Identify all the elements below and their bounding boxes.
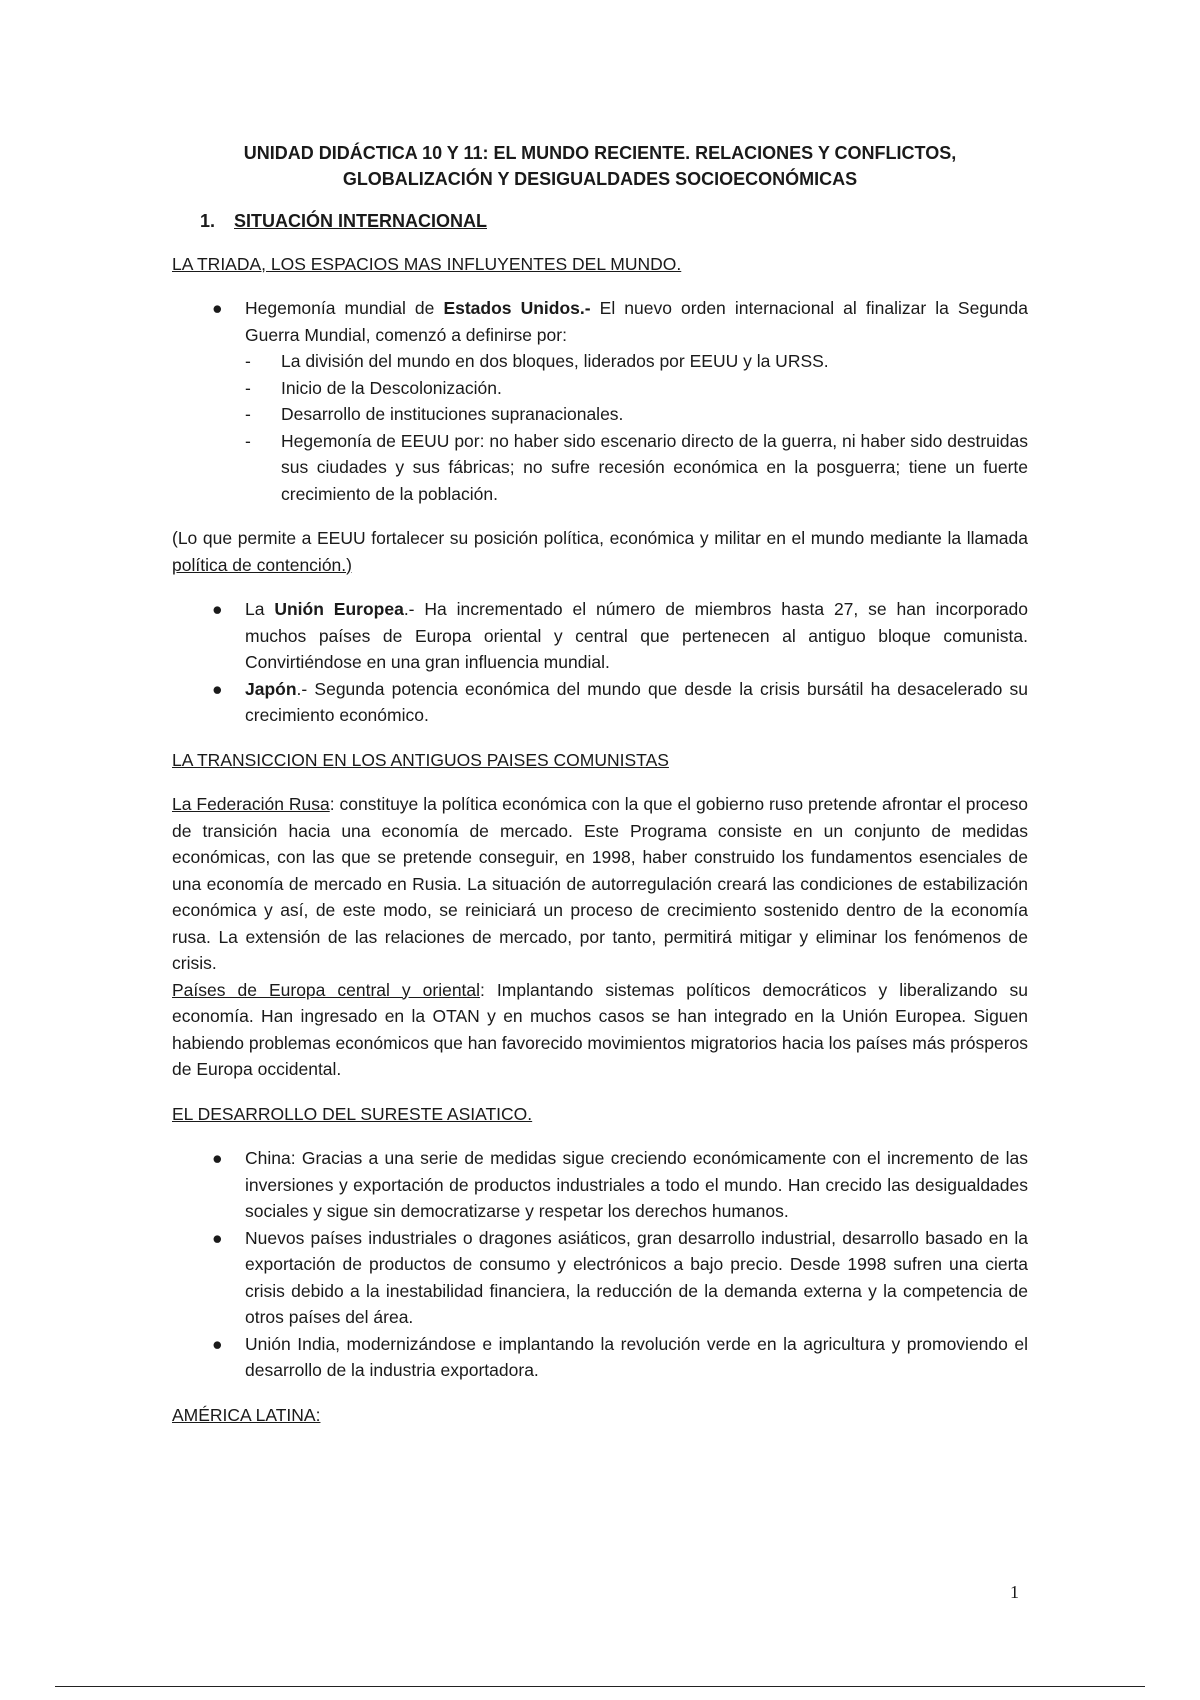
list-item-ue: ● La Unión Europea.- Ha incrementado el número de miembros hasta 27, se han incorporado muchos países de Europa oriental y central que pertenecen al antiguo bloque comunista. Convirtiéndose en una gran influencia mundial.	[172, 596, 1028, 676]
japon-bold-label: Japón	[245, 678, 297, 699]
sublist-item: - Inicio de la Descolonización.	[245, 375, 1028, 402]
list-item-dragones: ● Nuevos países industriales o dragones asiáticos, gran desarrollo industrial, desarrollo basado en la exportación de productos de consumo y electrónicos a bajo precio. Desde 1998 sufren una cierta crisis debido a la inestabilidad financiera, la reducción de la demanda externa y la competencia de otros países del área.	[172, 1225, 1028, 1331]
sublist-item: - Desarrollo de instituciones supranacionales.	[245, 401, 1028, 428]
page-number: 1	[1010, 1582, 1019, 1602]
triada-list-2	[172, 596, 1028, 729]
list-item-india: ● Unión India, modernizándose e implantando la revolución verde en la agricultura y promoviendo el desarrollo de la industria exportadora.	[172, 1331, 1028, 1384]
sureste-list	[172, 1145, 1028, 1384]
bullet-icon: ●	[212, 1227, 223, 1248]
sublist-item: - La división del mundo en dos bloques, liderados por EEUU y la URSS.	[245, 348, 1028, 375]
bullet-icon: ●	[212, 1333, 223, 1354]
footer-divider	[55, 1686, 1145, 1687]
contencion-underlined: política de contención.)	[172, 554, 352, 575]
section-title: SITUACIÓN INTERNACIONAL	[234, 211, 487, 231]
eeuu-sublist	[245, 348, 1028, 507]
dash-icon: -	[245, 351, 251, 371]
bullet-icon: ●	[212, 1148, 223, 1168]
bullet-icon: ●	[212, 678, 223, 699]
list-item-china: ● China: Gracias a una serie de medidas sigue creciendo económicamente con el incremento de las inversiones y exportación de productos industriales a todo el mundo. Han crecido las desigualdades sociales y sigue sin democratizarse y respetar los derechos humanos.	[172, 1145, 1028, 1225]
transicion-heading: LA TRANSICCION EN LOS ANTIGUOS PAISES COMUNISTAS	[172, 749, 669, 770]
section-number: 1.	[200, 211, 216, 231]
sublist-item: - Hegemonía de EEUU por: no haber sido escenario directo de la guerra, ni haber sido destruidas sus ciudades y sus fábricas; no sufre recesión económica en la posguerra; tiene un fuerte crecimiento de la población.	[245, 428, 1028, 508]
document-title	[152, 140, 1048, 192]
title-line-1: UNIDAD DIDÁCTICA 10 Y 11: EL MUNDO RECIENTE. RELACIONES Y CONFLICTOS,	[243, 143, 957, 163]
ue-bold-label: Unión Europea	[274, 599, 404, 619]
dash-icon: -	[245, 377, 251, 398]
title-line-2: GLOBALIZACIÓN Y DESIGUALDADES SOCIOECONÓMICAS	[342, 169, 858, 189]
eeuu-bold-label: Estados Unidos.-	[443, 298, 591, 318]
triada-list-1	[172, 295, 1028, 507]
america-latina-heading: AMÉRICA LATINA:	[172, 1404, 321, 1425]
triada-heading: LA TRIADA, LOS ESPACIOS MAS INFLUYENTES DEL MUNDO.	[172, 253, 682, 274]
dash-icon: -	[245, 404, 251, 424]
sureste-heading: EL DESARROLLO DEL SURESTE ASIATICO.	[172, 1103, 533, 1124]
list-item-japon: ● Japón.- Segunda potencia económica del mundo que desde la crisis bursátil ha desacelerado su crecimiento económico.	[172, 676, 1028, 729]
rusia-paragraph: La Federación Rusa: constituye la política económica con la que el gobierno ruso pretende afrontar el proceso de transición hacia una economía de mercado. Este Programa consiste en un conjunto de medidas económicas, con las que se pretende conseguir, en 1998, haber construido los fundamentos esenciales de una economía de mercado en Rusia. La situación de autorregulación creará las condiciones de estabilización económica y así, de este modo, se reiniciará un proceso de crecimiento sostenido dentro de la economía rusa. La extensión de las relaciones de mercado, por tanto, permitirá mitigar y eliminar los fenómenos de crisis.	[172, 794, 1028, 973]
contencion-note: (Lo que permite a EEUU fortalecer su posición política, económica y militar en el mundo mediante la llamada política de contención.)	[172, 528, 1028, 575]
rusia-label: La Federación Rusa	[172, 794, 330, 814]
bullet-icon: ●	[212, 599, 223, 619]
section-1-heading	[200, 208, 1028, 235]
list-item-eeuu: ● Hegemonía mundial de Estados Unidos.- El nuevo orden internacional al finalizar la Segunda Guerra Mundial, comenzó a definirse por: - La división del mundo en dos bloques, liderados por EEUU y la URSS. - Inicio de la Descolonización. - Desarrollo de instituciones supranacionales. - Hegemonía de EEUU por: no haber sido escenario directo de la guerra, ni haber sido destruidas sus ciudades y sus fábricas; no sufre recesión económica en la posguerra; tiene un fuerte crecimiento de la población.	[172, 295, 1028, 507]
europa-paragraph: Países de Europa central y oriental: Implantando sistemas políticos democráticos y liberalizando su economía. Han ingresado en la OTAN y en muchos casos se han integrado en la Unión Europea. Siguen habiendo problemas económicos que han favorecido movimientos migratorios hacia los países más prósperos de Europa occidental.	[172, 979, 1029, 1079]
europa-label: Países de Europa central y oriental	[172, 979, 481, 1000]
bullet-icon: ●	[212, 298, 223, 318]
document-page	[172, 140, 1028, 1446]
dash-icon: -	[245, 430, 251, 451]
